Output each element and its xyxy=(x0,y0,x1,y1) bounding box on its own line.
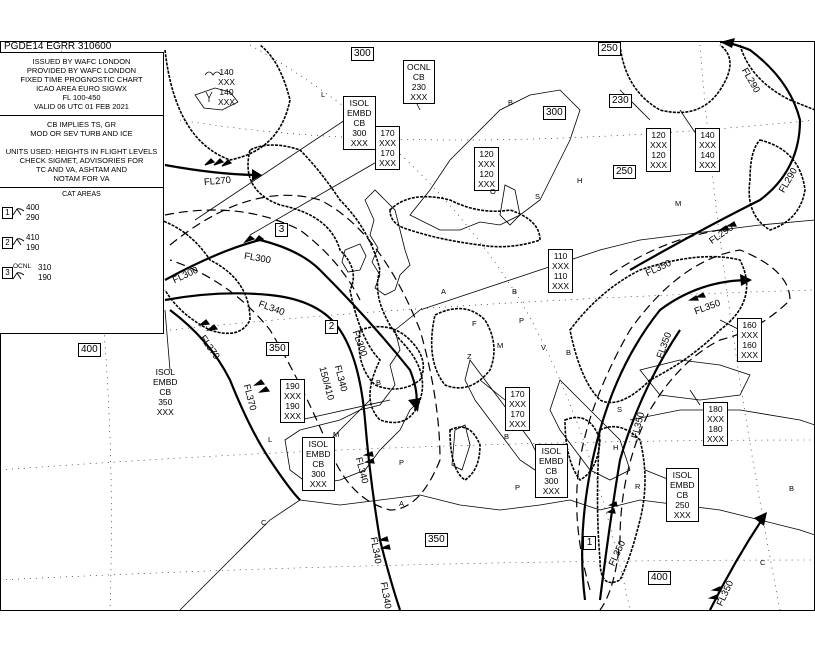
jet-fl-label: FL290 xyxy=(776,166,800,195)
jet-fl-label: FL290 xyxy=(707,222,736,247)
legend-issued xyxy=(0,53,163,115)
map-letter: P xyxy=(399,458,405,467)
tropopause-height: 230 xyxy=(609,94,632,108)
icing-box: 120 XXX 120 XXX xyxy=(646,128,671,172)
cat-area-row xyxy=(0,229,163,259)
map-letter: M xyxy=(675,199,682,208)
legend-cat-areas xyxy=(0,187,163,289)
legend-issued-line: ICAO AREA EURO SIGWX xyxy=(36,84,127,93)
map-letter: V xyxy=(541,343,547,352)
map-letter: A xyxy=(441,287,447,296)
icing-box: 190 XXX 190 XXX xyxy=(280,379,305,423)
jet-fl-label: FL340 xyxy=(352,456,371,485)
legend-units-line: NOTAM FOR VA xyxy=(53,174,110,183)
jet-fl-label: FL290 xyxy=(738,66,762,95)
cat-area-levels xyxy=(26,233,39,253)
map-letter: O xyxy=(490,187,496,196)
icing-box: 140 XXX 140 XXX xyxy=(695,128,720,172)
map-letter: F xyxy=(472,319,477,328)
legend-cb-line: MOD OR SEV TURB AND ICE xyxy=(30,129,133,138)
map-letter: H xyxy=(613,443,619,452)
tropopause-height: 400 xyxy=(78,343,101,357)
jet-fl-label: FL300 xyxy=(349,328,370,359)
legend-units-line: TC AND VA, ASHTAM AND xyxy=(36,165,127,174)
map-letter: B xyxy=(512,287,518,296)
jet-fl-label: FL350 xyxy=(654,330,675,361)
tropopause-height: 400 xyxy=(648,571,671,585)
jet-fl-label: FL340 xyxy=(256,298,287,319)
icing-box: 180 XXX 180 XXX xyxy=(703,402,728,446)
tropopause-height: 250 xyxy=(598,42,621,56)
legend-cb-notes xyxy=(0,115,163,187)
jet-fl-label: FL350 xyxy=(692,297,723,318)
cat-area-levels xyxy=(38,263,51,283)
tropopause-height: 250 xyxy=(613,165,636,179)
cat-areas-title: CAT AREAS xyxy=(62,191,101,198)
map-letter: L xyxy=(268,435,273,444)
cat-area-top: 410 xyxy=(26,233,40,242)
cat-turbulence-icon xyxy=(12,207,26,217)
cb-box: ISOL EMBD CB 250 XXX xyxy=(666,468,699,522)
cb-box: ISOL EMBD CB 300 XXX xyxy=(343,96,376,150)
cat-area-id: 1 xyxy=(2,207,13,219)
jet-fl-label: FL340 xyxy=(331,364,350,393)
cat-area-row xyxy=(0,259,163,289)
jet-fl-label: FL300 xyxy=(243,250,272,267)
jet-fl-label: 150/410 xyxy=(316,365,336,402)
cat-area-id: 2 xyxy=(2,237,13,249)
jet-fl-label: FL370 xyxy=(240,383,259,412)
map-letter: P xyxy=(515,483,521,492)
cat-area-base: 190 xyxy=(38,273,52,282)
jet-fl-label: FL350 xyxy=(629,411,648,440)
cat-area-marker: 2 xyxy=(325,320,338,334)
legend-issued-line: VALID 06 UTC 01 FEB 2021 xyxy=(34,102,129,111)
map-letter: M xyxy=(497,341,504,350)
map-letter: B xyxy=(789,484,795,493)
tropopause-height: 350 xyxy=(425,533,448,547)
icing-box: 170 XXX 170 XXX xyxy=(505,387,530,431)
legend-units-line: UNITS USED: HEIGHTS IN FLIGHT LEVELS xyxy=(5,147,158,156)
map-letter: B xyxy=(376,378,382,387)
cat-area-note: OCNL xyxy=(13,263,32,270)
jet-fl-label: FL350 xyxy=(714,578,737,609)
icing-box: 110 XXX 110 XXX xyxy=(548,249,573,293)
legend-issued-line: ISSUED BY WAFC LONDON xyxy=(32,57,131,66)
cat-area-top: 310 xyxy=(38,263,52,272)
cat-area-id: 3 xyxy=(2,267,13,279)
chart-title: PGDE14 EGRR 310600 xyxy=(4,41,112,52)
jet-fl-label: FL370 xyxy=(197,333,222,362)
legend-issued-line: FL 100-450 xyxy=(62,93,101,102)
jet-fl-label: FL340 xyxy=(377,581,394,610)
legend-units-line: CHECK SIGMET, ADVISORIES FOR xyxy=(19,156,144,165)
cb-box: OCNL CB 230 XXX xyxy=(403,60,435,104)
icing-box: 120 XXX 120 XXX xyxy=(474,147,499,191)
map-letter: B xyxy=(504,432,510,441)
icing-box: 140 XXX 140 XXX xyxy=(218,67,236,107)
tropopause-height: 300 xyxy=(351,47,374,61)
icing-box: 170 XXX 170 XXX xyxy=(375,126,400,170)
tropopause-height: 350 xyxy=(266,342,289,356)
cb-areas xyxy=(160,45,815,583)
jet-fl-label: FL340 xyxy=(367,536,384,565)
map-letter: L xyxy=(321,90,326,99)
map-letter: M xyxy=(333,430,340,439)
cb-box: ISOL EMBD CB 350 XXX xyxy=(153,367,178,417)
map-letter: H xyxy=(577,176,583,185)
map-letter: C xyxy=(760,558,766,567)
map-letter: S xyxy=(535,192,541,201)
cb-box: ISOL EMBD CB 300 XXX xyxy=(535,444,568,498)
icing-box: 160 XXX 160 XXX xyxy=(737,318,762,362)
cat-area-top: 400 xyxy=(26,203,40,212)
cat-area-marker: 3 xyxy=(275,223,288,237)
cat-area-base: 190 xyxy=(26,243,40,252)
jet-fl-label: FL350 xyxy=(643,257,673,280)
legend-issued-line: PROVIDED BY WAFC LONDON xyxy=(26,66,137,75)
map-letter: R xyxy=(635,482,641,491)
legend-panel xyxy=(0,52,164,334)
map-letter: B xyxy=(566,348,572,357)
jet-fl-label: FL300 xyxy=(170,264,200,287)
jet-fl-label: FL270 xyxy=(203,174,232,189)
map-letter: S xyxy=(617,405,623,414)
cat-area-row xyxy=(0,199,163,229)
map-letter: Z xyxy=(467,352,472,361)
map-letter: B xyxy=(508,98,514,107)
jet-fl-label: FL350 xyxy=(606,538,629,569)
map-letter: A xyxy=(399,499,405,508)
map-letter: P xyxy=(519,316,525,325)
cat-area-marker: 1 xyxy=(583,536,596,550)
legend-cb-line: CB IMPLIES TS, GR xyxy=(46,120,117,129)
cat-turbulence-icon xyxy=(12,271,26,281)
cb-box: ISOL EMBD CB 300 XXX xyxy=(302,437,335,491)
tropopause-height: 300 xyxy=(543,106,566,120)
cat-turbulence-icon xyxy=(12,237,26,247)
map-letter: C xyxy=(261,518,267,527)
cat-area-base: 290 xyxy=(26,213,40,222)
legend-issued-line: FIXED TIME PROGNOSTIC CHART xyxy=(20,75,143,84)
cat-area-levels xyxy=(26,203,39,223)
